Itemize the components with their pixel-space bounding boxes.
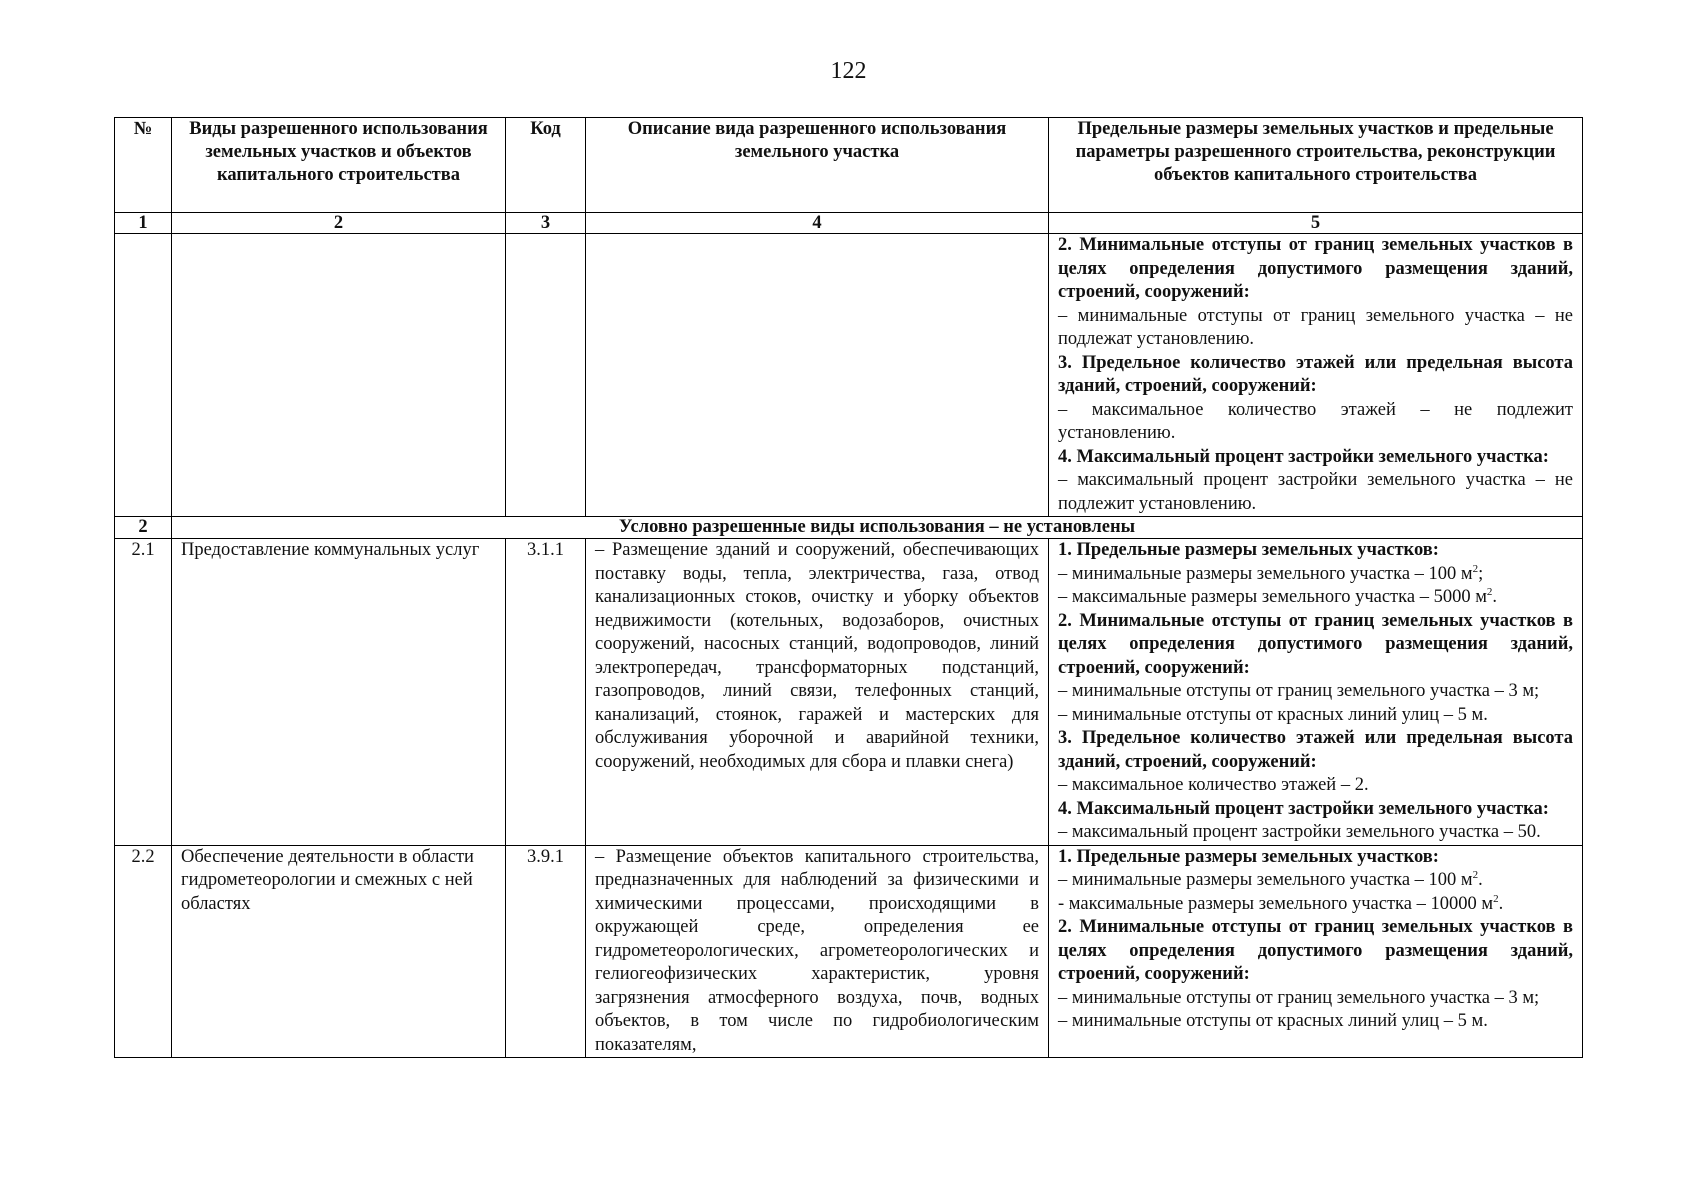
table-row-continuation: [115, 234, 1583, 517]
cell-params: [1049, 539, 1583, 846]
params-heading-4: 4. Максимальный процент застройки земельного участка:: [1058, 446, 1549, 467]
params-heading-3: 3. Предельное количество этажей или предельная высота зданий, строений, сооружений:: [1058, 352, 1573, 396]
table-header-row: [115, 118, 1583, 213]
cell-empty: [586, 234, 1049, 517]
header-params: Предельные размеры земельных участков и предельные параметры разрешенного строительства, реконструкции объектов капитального строительства: [1049, 118, 1583, 213]
section-row: [115, 517, 1583, 539]
params-line: - максимальные размеры земельного участка – 10000 $м^2$.: [1058, 892, 1504, 914]
row-description: – Размещение объектов капитального строительства, предназначенных для наблюдений за физическими и химическими процессами, происходящими в окружающей среде, определения ее гидрометеорологических, агрометеорологических и гелиогеофизических характеристик, уровня загрязнения атмосферного воздуха, почв, водных объектов, в том числе по гидробиологическим показателям,: [586, 845, 1049, 1058]
params-line: – минимальные размеры земельного участка – 100 $м^2$.: [1058, 868, 1483, 890]
row-code: 3.1.1: [506, 539, 586, 846]
params-line: – максимальный процент застройки земельного участка – 50.: [1058, 822, 1541, 842]
column-number: 2: [172, 213, 506, 234]
cell-empty: [172, 234, 506, 517]
cell-params: [1049, 234, 1583, 517]
params-line: – максимальное количество этажей – 2.: [1058, 775, 1369, 795]
column-number: 5: [1049, 213, 1583, 234]
params-heading-2: 2. Минимальные отступы от границ земельных участков в целях определения допустимого размещения зданий, строений, сооружений:: [1058, 235, 1573, 302]
params-line: – минимальные отступы от красных линий улиц – 5 м.: [1058, 1011, 1488, 1031]
params-line: – минимальные отступы от границ земельного участка – 3 м;: [1058, 681, 1540, 701]
row-code: 3.9.1: [506, 845, 586, 1058]
page-number: 122: [830, 58, 867, 84]
params-text-2: – минимальные отступы от границ земельного участка – не подлежат установлению.: [1058, 305, 1573, 349]
cell-empty: [506, 234, 586, 517]
column-number: 4: [586, 213, 1049, 234]
section-title: Условно разрешенные виды использования – не установлены: [172, 517, 1583, 539]
column-number: 1: [115, 213, 172, 234]
row-number: 2.2: [115, 845, 172, 1058]
row-use-type: Предоставление коммунальных услуг: [172, 539, 506, 846]
table-row-2-1: [115, 539, 1583, 846]
params-text-3: – максимальное количество этажей – не подлежит установлению.: [1058, 399, 1573, 443]
header-code: Код: [506, 118, 586, 213]
header-type: Виды разрешенного использования земельных участков и объектов капитального строительства: [172, 118, 506, 213]
cell-params: [1049, 845, 1583, 1058]
row-description: – Размещение зданий и сооружений, обеспечивающих поставку воды, тепла, электричества, газа, отвод канализационных стоков, очистку и уборку объектов недвижимости (котельных, водозаборов, очистных сооружений, насосных станций, водопроводов, линий электропередач, трансформаторных подстанций, газопроводов, линий связи, телефонных станций, канализаций, стоянок, гаражей и мастерских для обслуживания уборочной и аварийной техники, сооружений, необходимых для сбора и плавки снега): [586, 539, 1049, 846]
params-heading-4: 4. Максимальный процент застройки земельного участка:: [1058, 798, 1549, 819]
params-heading-1: 1. Предельные размеры земельных участков:: [1058, 540, 1439, 560]
params-line: – минимальные отступы от красных линий улиц – 5 м.: [1058, 704, 1488, 725]
column-number: 3: [506, 213, 586, 234]
params-line: – минимальные отступы от границ земельного участка – 3 м;: [1058, 987, 1540, 1008]
table-row-2-2: [115, 845, 1583, 1058]
params-heading-1: 1. Предельные размеры земельных участков:: [1058, 846, 1439, 867]
params-line: – максимальные размеры земельного участка – 5000 $м^2$.: [1058, 585, 1498, 607]
params-heading-2: 2. Минимальные отступы от границ земельных участков в целях определения допустимого размещения зданий, строений, сооружений:: [1058, 610, 1573, 678]
row-use-type: Обеспечение деятельности в области гидрометеорологии и смежных с ней областях: [172, 845, 506, 1058]
header-num: №: [115, 118, 172, 213]
land-use-table: [114, 117, 1583, 1058]
params-line: – минимальные размеры земельного участка – 100 $м^2$;: [1058, 562, 1484, 584]
params-heading-2: 2. Минимальные отступы от границ земельных участков в целях определения допустимого размещения зданий, строений, сооружений:: [1058, 917, 1573, 984]
header-description: Описание вида разрешенного использования земельного участка: [586, 118, 1049, 213]
params-heading-3: 3. Предельное количество этажей или предельная высота зданий, строений, сооружений:: [1058, 728, 1573, 772]
params-text-4: – максимальный процент застройки земельного участка – не подлежит установлению.: [1058, 470, 1573, 514]
column-numbers-row: [115, 213, 1583, 234]
section-number: 2: [115, 517, 172, 539]
cell-empty: [115, 234, 172, 517]
row-number: 2.1: [115, 539, 172, 846]
